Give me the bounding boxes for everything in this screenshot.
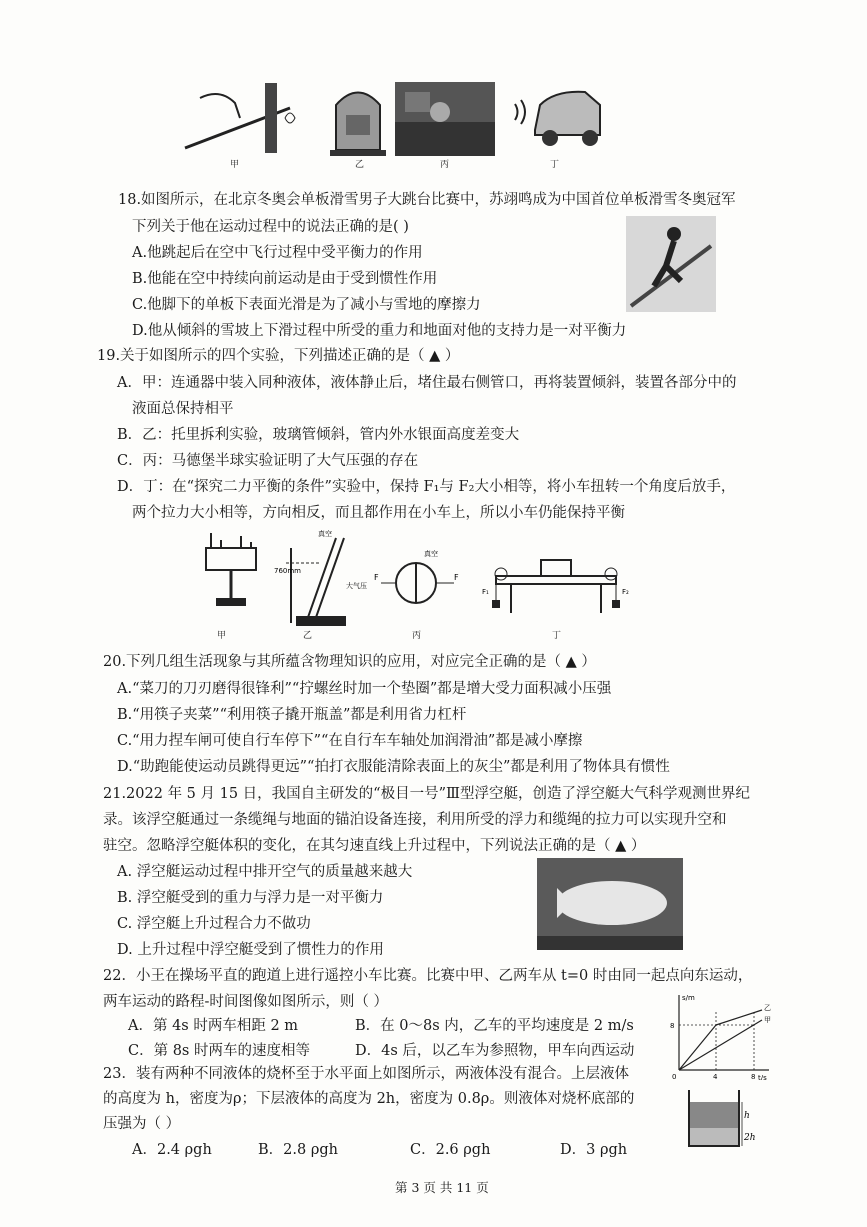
magdeburg-hemispheres-icon — [374, 549, 459, 603]
graph-x-tick-4: 4 — [713, 1073, 718, 1080]
graph-x-axis-label: t/s — [758, 1074, 767, 1080]
q18-option-b: B.他能在空中持续向前运动是由于受到惯性作用 — [132, 271, 438, 287]
graph-x-tick-8: 8 — [751, 1073, 756, 1080]
magdeburg-f-right: F — [454, 573, 459, 582]
q22-option-d: D．4s 后，以乙车为参照物，甲车向西运动 — [355, 1043, 635, 1059]
beaker-2h-label: 2h — [744, 1133, 756, 1143]
figure-label-ding: 丁 — [550, 160, 560, 170]
q21-stem-line3: 驻空。忽略浮空艇体积的变化，在其匀速直线上升过程中，下列说法正确的是（ ▲ ） — [103, 838, 646, 854]
q21-option-d: D. 上升过程中浮空艇受到了惯性力的作用 — [117, 942, 384, 958]
q21-option-c: C. 浮空艇上升过程合力不做功 — [117, 916, 311, 932]
graph-line-yi — [679, 1025, 716, 1070]
snowboarder-photo — [626, 216, 716, 312]
graph-line-jia — [679, 1020, 762, 1070]
q20-option-d: D.“助跑能使运动员跳得更远”“拍打衣服能清除表面上的灰尘”都是利用了物体具有惯性 — [117, 759, 670, 775]
torricelli-tube-icon — [274, 529, 367, 626]
q18-stem-line2: 下列关于他在运动过程中的说法正确的是( ) — [132, 219, 409, 235]
figure-label-yi: 乙 — [355, 160, 365, 170]
q19-option-d-line2: 两个拉力大小相等，方向相反，而且都作用在小车上，所以小车仍能保持平衡 — [132, 505, 625, 521]
q22-option-b: B．在 0～8s 内，乙车的平均速度是 2 m/s — [355, 1018, 634, 1034]
q22-stem-line2: 两车运动的路程-时间图像如图所示，则（ ） — [103, 994, 389, 1010]
q23-beaker-icon — [684, 1088, 764, 1152]
q21-option-a: A. 浮空艇运动过程中排开空气的质量越来越大 — [117, 864, 413, 880]
graph-series-yi: 乙 — [764, 1004, 771, 1012]
balance-f1-label: F₁ — [482, 588, 489, 596]
q19-label-yi: 乙 — [303, 631, 313, 641]
q20-option-c: C.“用力捏车闸可使自行车停下”“在自行车车轴处加润滑油”都是减小摩擦 — [117, 733, 583, 749]
q23-stem-line3: 压强为（ ） — [103, 1116, 181, 1132]
torricelli-pressure-label: 大气压 — [346, 582, 367, 590]
beaker-h-label: h — [744, 1111, 750, 1121]
q21-option-b: B. 浮空艇受到的重力与浮力是一对平衡力 — [117, 890, 384, 906]
q19-stem: 19.关于如图所示的四个实验，下列描述正确的是（ ▲ ） — [97, 348, 460, 364]
q19-option-c: C．丙：马德堡半球实验证明了大气压强的存在 — [117, 453, 419, 469]
magdeburg-vacuum-label: 真空 — [424, 550, 438, 558]
q23-option-a: A．2.4 ρgh — [132, 1142, 212, 1158]
connected-vessels-icon — [206, 533, 256, 606]
airship-photo — [537, 858, 683, 950]
figure-yi-bell-jar-icon — [328, 80, 388, 158]
q23-stem-line1: 23．装有两种不同液体的烧杯至于水平面上如图所示，两液体没有混合。上层液体 — [103, 1066, 629, 1082]
figure-bing-photo — [395, 82, 495, 156]
q23-option-d: D．3 ρgh — [560, 1142, 628, 1158]
graph-x-tick-0: 0 — [672, 1073, 677, 1080]
balance-f2-label: F₂ — [622, 588, 629, 596]
torricelli-760-label: 760mm — [274, 567, 301, 575]
figure-ding-car-icon — [505, 80, 605, 150]
figure-label-jia: 甲 — [230, 160, 240, 170]
q20-option-a: A.“菜刀的刀刃磨得很锋利”“拧螺丝时加一个垫圈”都是增大受力面积减小压强 — [117, 681, 612, 697]
page-number: 第 3 页 共 11 页 — [395, 1180, 489, 1195]
figure-label-bing: 丙 — [440, 160, 450, 170]
q22-option-a: A．第 4s 时两车相距 2 m — [128, 1018, 299, 1034]
q23-option-c: C．2.6 ρgh — [410, 1142, 491, 1158]
q21-stem-line2: 录。该浮空艇通过一条缆绳与地面的锚泊设备连接，利用所受的浮力和缆绳的拉力可以实现升空和 — [103, 812, 727, 828]
torricelli-vacuum-label: 真空 — [318, 530, 332, 538]
q20-stem: 20.下列几组生活现象与其所蕴含物理知识的应用，对应完全正确的是（ ▲ ） — [103, 654, 596, 670]
q22-option-c: C．第 8s 时两车的速度相等 — [128, 1043, 310, 1059]
q19-option-a-line2: 液面总保持相平 — [132, 401, 234, 417]
q22-stem-line1: 22．小王在操场平直的跑道上进行遥控小车比赛。比赛中甲、乙两车从 t=0 时由同一起点向东运动， — [103, 968, 753, 984]
q19-label-ding: 丁 — [552, 631, 562, 641]
q20-option-b: B.“用筷子夹菜”“利用筷子撬开瓶盖”都是利用省力杠杆 — [117, 707, 467, 723]
q19-label-jia: 甲 — [217, 631, 227, 641]
q18-option-d: D.他从倾斜的雪坡上下滑过程中所受的重力和地面对他的支持力是一对平衡力 — [132, 323, 627, 339]
q23-stem-line2: 的高度为 h，密度为ρ；下层液体的高度为 2h，密度为 0.8ρ。则液体对烧杯底部的 — [103, 1091, 635, 1107]
magdeburg-f-left: F — [374, 573, 379, 582]
q19-option-b: B．乙：托里拆利实验，玻璃管倾斜，管内外水银面高度差变大 — [117, 427, 520, 443]
q18-option-a: A.他跳起后在空中飞行过程中受平衡力的作用 — [132, 245, 423, 261]
q21-stem-line1: 21.2022 年 5 月 15 日，我国自主研发的“极目一号”Ⅲ型浮空艇，创造了浮空艇大气科学观测世界纪 — [103, 786, 750, 802]
q19-experiment-figures — [196, 528, 646, 638]
q19-option-a-line1: A．甲：连通器中装入同种液体，液体静止后，堵住最右侧管口，再将装置倾斜，装置各部分中的 — [117, 375, 737, 391]
q22-distance-time-graph — [664, 990, 774, 1080]
q18-option-c: C.他脚下的单板下表面光滑是为了减小与雪地的摩擦力 — [132, 297, 481, 313]
two-force-balance-icon — [482, 560, 629, 613]
q19-option-d-line1: D．丁：在“探究二力平衡的条件”实验中，保持 F₁与 F₂大小相等，将小车扭转一个角度后放手， — [117, 479, 736, 495]
graph-y-axis-label: s/m — [682, 994, 695, 1002]
q23-option-b: B．2.8 ρgh — [258, 1142, 338, 1158]
graph-series-jia: 甲 — [764, 1016, 771, 1024]
figure-jia-ruler-icon — [180, 78, 300, 158]
graph-y-tick: 8 — [670, 1022, 675, 1030]
q18-stem-line1: 18.如图所示，在北京冬奥会单板滑雪男子大跳台比赛中，苏翊鸣成为中国首位单板滑雪冬奥冠军 — [118, 192, 736, 208]
q19-label-bing: 丙 — [412, 631, 422, 641]
